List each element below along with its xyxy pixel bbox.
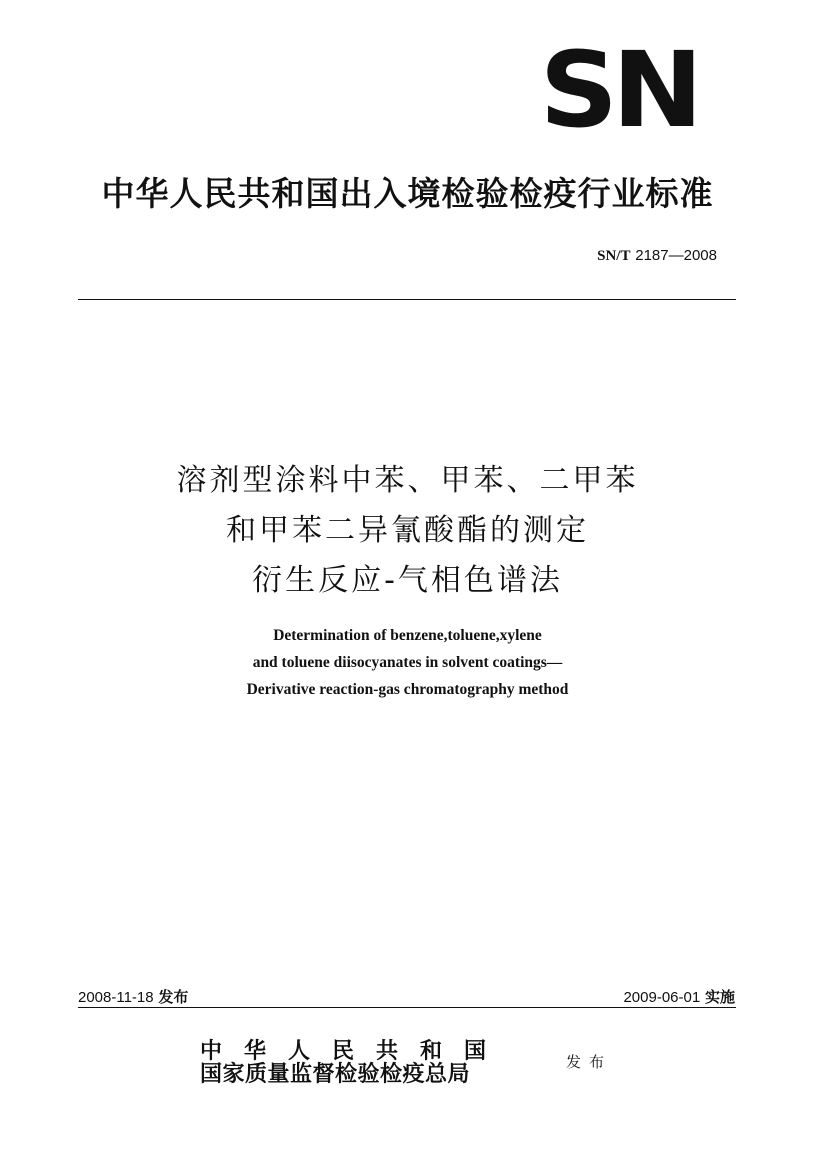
issue-date-label: 发布 (158, 988, 189, 1006)
english-title-line-2: and toluene diisocyanates in solvent coatings— (252, 654, 563, 671)
industry-standard-title: 中华人民共和国出入境检验检疫行业标准 (101, 174, 714, 213)
issuer-country: 中华人民共和国 (200, 1038, 509, 1064)
standard-number (597, 246, 717, 265)
implementation-date-value: 2009-06-01 (623, 989, 701, 1006)
issue-date (78, 986, 188, 1007)
issuer-label: 发布 (566, 1053, 613, 1071)
english-title-line-1: Determination of benzene,toluene,xylene (273, 627, 542, 644)
standard-code: 2187—2008 (635, 247, 717, 264)
issuer-agency: 国家质量监督检验检疫总局 (200, 1061, 471, 1087)
sn-logo: SN (539, 29, 697, 151)
chinese-title-line-3: 衍生反应-气相色谱法 (252, 563, 563, 598)
issue-date-value: 2008-11-18 (78, 989, 154, 1006)
chinese-title-line-1: 溶剂型涂料中苯、甲苯、二甲苯 (176, 463, 639, 498)
implementation-date (623, 986, 735, 1007)
english-title-line-3: Derivative reaction-gas chromatography method (246, 681, 569, 698)
chinese-title-line-2: 和甲苯二异氰酸酯的测定 (226, 513, 589, 548)
top-divider (78, 299, 736, 300)
issuer (200, 1040, 550, 1086)
standard-prefix: SN/T (597, 248, 631, 264)
implementation-date-label: 实施 (704, 988, 735, 1006)
bottom-divider (78, 1007, 736, 1008)
